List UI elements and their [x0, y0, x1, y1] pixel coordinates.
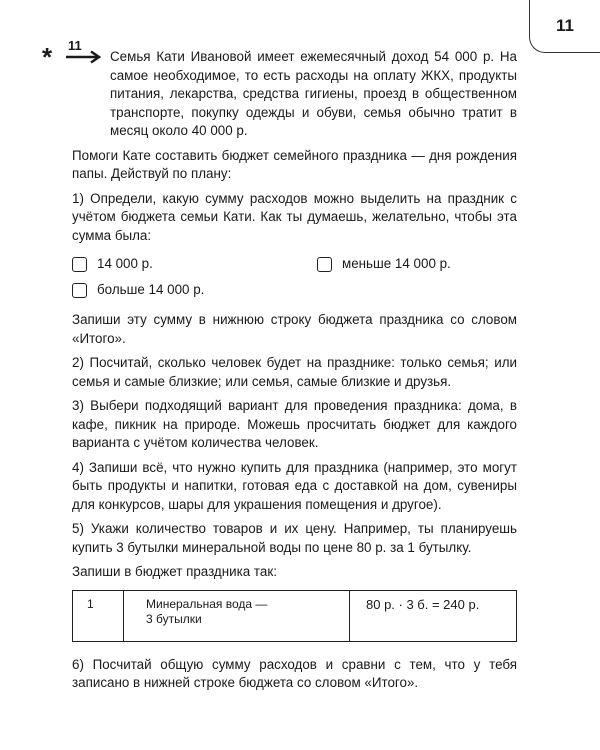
option-14000-label: 14 000 р.	[97, 255, 153, 271]
budget-example-table	[72, 590, 517, 642]
option-more-14000-label: больше 14 000 р.	[97, 281, 205, 297]
step-5: 5) Укажи количество товаров и их цену. Например, ты планируешь купить 3 бутылки минеральной воды по цене 80 р. за 1 бутылку.	[72, 521, 517, 555]
budget-item-name	[124, 590, 350, 641]
page-number-text: 11	[556, 16, 574, 35]
write-budget-paragraph: Запиши в бюджет праздника так:	[72, 564, 277, 579]
step-6: 6) Посчитай общую сумму расходов и сравни с тем, что у тебя записано в нижней строке бюджета со словом «Итого».	[72, 656, 517, 690]
budget-item-calculation: 80 р. · 3 б. = 240 р.	[350, 590, 517, 641]
table-row	[73, 590, 517, 641]
page-number	[529, 0, 600, 53]
intro-paragraph: Семья Кати Ивановой имеет ежемесячный доход 54 000 р. На самое необходимое, то есть расходы на оплату ЖКХ, продукты питания, лекарства, средства гигиены, проезд в общественном транспорте, покупку одежды и обуви, семья обычно тратит в месяц около 40 000 р.	[110, 49, 517, 138]
help-paragraph: Помоги Кате составить бюджет семейного праздника — дня рождения папы. Действуй по плану:	[72, 147, 517, 181]
task-content	[72, 48, 517, 699]
budget-item-line-2: 3 бутылки	[146, 611, 202, 626]
budget-item-line-1: Минеральная вода —	[146, 596, 268, 611]
checkbox-icon[interactable]	[317, 257, 332, 272]
write-total-paragraph: Запиши эту сумму в нижнюю строку бюджета праздника со словом «Итого».	[72, 312, 517, 346]
task-number: 11	[68, 38, 82, 53]
checkbox-icon[interactable]	[72, 283, 87, 298]
answer-options	[72, 251, 517, 303]
step-1: 1) Определи, какую сумму расходов можно выделить на праздник с учётом бюджета семьи Кати. Как ты думаешь, желательно, чтобы эта сумма была:	[72, 190, 517, 243]
option-less-14000[interactable]	[317, 255, 451, 274]
budget-item-number: 1	[73, 590, 124, 641]
step-3: 3) Выбери подходящий вариант для проведения праздника: дома, в кафе, пикник на природе. Можешь просчитать бюджет для каждого варианта с учётом количества человек.	[72, 398, 517, 450]
checkbox-icon[interactable]	[72, 257, 87, 272]
option-14000[interactable]	[72, 255, 317, 274]
star-icon: *	[42, 42, 53, 72]
option-less-14000-label: меньше 14 000 р.	[342, 255, 451, 271]
step-2: 2) Посчитай, сколько человек будет на празднике: только семья; или семья и самые близкие; или семья, самые близкие и друзья.	[72, 355, 517, 389]
option-more-14000[interactable]	[72, 281, 317, 300]
step-4: 4) Запиши всё, что нужно купить для праздника (например, это могут быть продукты и напитки, готовая еда с доставкой на дом, сувениры для конкурсов, шары для украшения помещения и другое).	[72, 459, 517, 512]
